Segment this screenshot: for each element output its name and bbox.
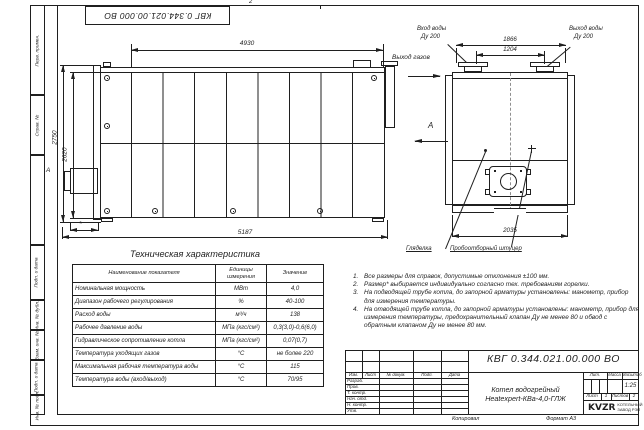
- sheets-label: Листов: [611, 393, 629, 398]
- title-block-line: [345, 408, 468, 409]
- dim-line-5187: [62, 237, 388, 238]
- role-t-kontr: Т. контр.: [347, 389, 367, 395]
- flange-bolt-dot: [520, 170, 522, 172]
- title-block-line: [591, 379, 592, 393]
- note-item: [352, 289, 639, 305]
- zone-letter: А: [46, 167, 51, 174]
- dim-line-4930: [131, 50, 383, 51]
- margin-field-inv-podl: [30, 390, 45, 420]
- margin-field-inv-dubl: [30, 300, 45, 330]
- dim-extension-line: [456, 48, 457, 63]
- cell-value: 0,07(0,7): [267, 335, 324, 348]
- cell-units: °С: [216, 361, 267, 374]
- rear-side-post-left: [445, 75, 453, 205]
- margin-field-label: Инв. № подл.: [35, 390, 41, 420]
- footer-copied: Копировал: [452, 416, 480, 422]
- header-list: Лист: [364, 371, 377, 377]
- inverted-doc-number: КВГ 0.344.021.00.000 ВО: [103, 10, 212, 21]
- cell-units: м³/ч: [216, 309, 267, 322]
- burner-flange: [64, 171, 71, 191]
- boiler-mid-line: [100, 143, 385, 144]
- note-text: На подводящей трубе котла, до запорной арматуры установлены: манометр, прибор для измерения температуры.: [364, 289, 629, 305]
- sampling-cross-icon: [528, 148, 536, 149]
- note-number: 3.: [353, 289, 359, 297]
- cell-value: 0,3(3,0)-0,6(6,0): [267, 322, 324, 335]
- col-header-value: Значение: [267, 265, 324, 283]
- burner-body: [70, 168, 98, 194]
- role-prov: Пров.: [347, 383, 359, 389]
- table-row: [73, 296, 324, 309]
- role-utv: Утв.: [347, 407, 358, 413]
- support-foot-right: [372, 218, 384, 222]
- note-text: Все размеры для справок, допустимые отклонения ±100 мм.: [364, 273, 550, 280]
- zone-marker: 2: [249, 0, 253, 5]
- view-letter-a: А: [428, 121, 434, 130]
- title-block-line: [468, 350, 469, 415]
- note-item: [352, 273, 639, 281]
- table-row: [73, 309, 324, 322]
- margin-field-label: Подп. и дата: [35, 362, 40, 393]
- dim-extension-line: [98, 222, 99, 231]
- water-outlet-dn: Ду 200: [574, 34, 593, 40]
- bolt-icon: [230, 208, 236, 214]
- dim-extension-line: [383, 44, 384, 68]
- cell-value: 115: [267, 361, 324, 374]
- dim-text-1204: 1204: [503, 46, 517, 53]
- flange-bolt-dot: [494, 170, 496, 172]
- spec-table-title: Техническая характеристика: [129, 249, 261, 259]
- dim-text-2620: 2620: [61, 147, 69, 162]
- cell-units: °С: [216, 374, 267, 387]
- doc-number: КВГ 0.344.021.00.000 ВО: [487, 353, 620, 365]
- inverted-stamp-box: [85, 6, 230, 25]
- sheet-value: 1: [604, 393, 608, 398]
- cell-value: не более 220: [267, 348, 324, 361]
- cell-value: 4,0: [267, 283, 324, 296]
- header-data: Дата: [448, 371, 461, 377]
- boiler-panel-lines: [131, 72, 385, 217]
- bolt-icon: [104, 75, 110, 81]
- title-block-line: [599, 379, 600, 393]
- note-number: 1.: [353, 273, 359, 280]
- bolt-icon: [104, 123, 110, 129]
- note-number: 2.: [353, 281, 359, 289]
- cell-name: Расход воды: [73, 309, 216, 322]
- cell-name: Диапазон рабочего регулирования: [73, 296, 216, 309]
- cell-name: Гидравлическое сопротивление котла: [73, 335, 216, 348]
- dim-text-5187: 5187: [237, 229, 253, 236]
- mass-label: Масса: [608, 372, 621, 377]
- gas-outlet-label: Выход газов: [392, 54, 430, 61]
- dim-extension-line: [60, 65, 93, 66]
- view-direction-arrow-icon: [415, 141, 448, 142]
- bolt-icon: [317, 208, 323, 214]
- cell-value: 40-100: [267, 296, 324, 309]
- col-header-name: Наименование показателя: [73, 265, 216, 283]
- title-block-line: [441, 350, 442, 415]
- table-row: [73, 322, 324, 335]
- company-name-line1: КОТЕЛЬНЫЙ: [617, 401, 643, 407]
- scale-value: 1:25: [624, 383, 637, 389]
- cell-units: МВт: [216, 283, 267, 296]
- notes-list: [352, 273, 639, 330]
- cell-units: %: [216, 296, 267, 309]
- product-name-line1: Котел водогрейный: [491, 384, 560, 394]
- spec-table: [72, 264, 324, 387]
- note-text: Размер* выбирается индивидуально согласно тех. требованиям горелки.: [364, 281, 590, 289]
- margin-field-label: Инв. № дубл.: [35, 300, 41, 330]
- title-block-line: [345, 384, 468, 385]
- col-header-units: Единицы измерения: [216, 265, 267, 283]
- logo-text: KVZR: [588, 402, 616, 413]
- margin-field-label: Справ. №: [35, 114, 40, 136]
- flange-side-tab: [485, 169, 490, 175]
- dim-line-1204: [476, 55, 545, 56]
- dim-line-2035: [452, 236, 568, 237]
- margin-field-empty: [30, 155, 45, 245]
- cell-units: °С: [216, 348, 267, 361]
- margin-field-label: Перв. примен.: [35, 34, 41, 66]
- header-izm: Изм.: [348, 371, 359, 377]
- table-row: [73, 335, 324, 348]
- water-inlet-dn: Ду 200: [421, 34, 440, 40]
- margin-field-label: Подп. и дата: [35, 257, 40, 288]
- cell-name: Максимальная рабочая температура воды: [73, 361, 216, 374]
- sheets-value: 2: [632, 393, 636, 398]
- dim-text-star: *: [79, 221, 82, 228]
- title-block-line: [379, 350, 380, 415]
- product-name-line2: Heatexpert-КВа-4,0-ГЛЖ: [485, 393, 566, 403]
- water-inlet-label: Вход воды: [417, 26, 447, 32]
- bolt-icon: [371, 75, 377, 81]
- product-name-cell: [470, 374, 581, 413]
- flange-side-tab: [485, 189, 490, 195]
- table-row: [73, 361, 324, 374]
- title-block-line: [345, 378, 468, 379]
- gas-duct: [385, 66, 395, 128]
- table-row: [73, 374, 324, 387]
- dim-line-burner-star: [70, 230, 98, 231]
- role-razrab: Разраб.: [347, 377, 364, 383]
- margin-field-sprav-no: [30, 95, 45, 155]
- company-name-line2: ЗАВОД РЭП: [617, 406, 641, 412]
- dim-text-4930: 4930: [239, 40, 255, 47]
- gas-outlet-stub: [353, 60, 371, 68]
- sampling-fitting-label: Пробоотборный штуцер: [450, 246, 522, 252]
- cell-value: 138: [267, 309, 324, 322]
- note-number: 4.: [353, 305, 359, 313]
- rear-side-post-right: [567, 75, 575, 205]
- table-row: [73, 283, 324, 296]
- cell-name: Температура воды (вход/выход): [73, 374, 216, 387]
- margin-field-vzam-inv: [30, 330, 45, 360]
- cell-name: Температура уходящих газов: [73, 348, 216, 361]
- dim-line-2620: [73, 72, 74, 218]
- cell-name: Номинальная мощность: [73, 283, 216, 296]
- title-block-line: [413, 350, 414, 415]
- dim-extension-line: [70, 218, 100, 219]
- burner-opening-circle: [500, 173, 517, 190]
- dim-text-2750: 2750: [51, 130, 59, 145]
- table-header-row: [73, 265, 324, 283]
- dim-text-2035: 2035: [503, 227, 517, 234]
- margin-field-label: Взам. инв. №: [35, 330, 41, 360]
- role-nach-otd: Нач. отд.: [347, 395, 368, 401]
- header-podp: Подп.: [421, 371, 433, 377]
- water-outlet-label: Выход воды: [569, 26, 603, 32]
- flange-side-tab: [526, 189, 531, 195]
- flange-bolt-dot: [494, 191, 496, 193]
- sight-glass-label: Гляделка: [406, 246, 432, 252]
- lifting-lug: [103, 62, 111, 67]
- zone-tick: [320, 5, 321, 9]
- margin-field-perv-primen: [30, 5, 45, 95]
- rear-base-notch: [494, 208, 526, 215]
- cell-units: МПа (кгс/см²): [216, 322, 267, 335]
- header-docnum: № докум.: [386, 371, 406, 377]
- cell-name: Рабочее давление воды: [73, 322, 216, 335]
- note-item: [352, 306, 639, 331]
- footer-format: Формат А3: [546, 416, 577, 422]
- company-name: [617, 403, 642, 412]
- lit-label: Лит.: [589, 372, 601, 377]
- note-text: На отводящей трубе котла, до запорной арматуры установлены: манометр, прибор для измерения температуры, предохранительный клапан Ду не менее 80 и обвод с обратным клапаном Ду не менее 80 мм.: [364, 305, 640, 330]
- bolt-icon: [104, 208, 110, 214]
- dim-extension-line: [70, 72, 100, 73]
- gas-flow-arrow-icon: [408, 76, 440, 77]
- role-n-kontr: Н. контр.: [347, 401, 368, 407]
- cell-value: 70/95: [267, 374, 324, 387]
- table-row: [73, 348, 324, 361]
- dim-text-1866: 1866: [503, 36, 517, 43]
- margin-field-podp-data-1: [30, 245, 45, 300]
- scale-label: Масштаб: [622, 372, 642, 377]
- support-foot-left: [101, 218, 113, 222]
- title-block-line: [345, 361, 468, 362]
- cell-units: МПа (кгс/см²): [216, 335, 267, 348]
- bolt-icon: [152, 208, 158, 214]
- company-logo: [586, 401, 643, 414]
- sheet-label: Лист: [586, 393, 598, 398]
